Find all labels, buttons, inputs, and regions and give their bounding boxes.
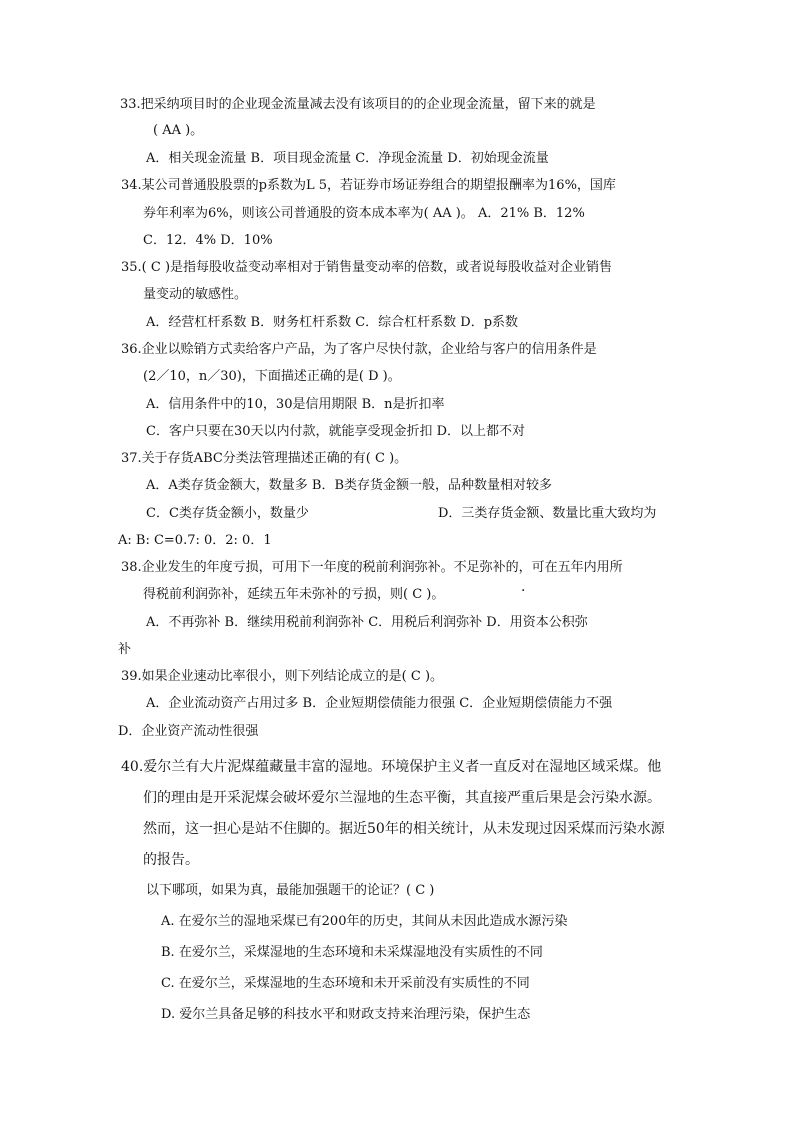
q38-wrap: 补	[118, 642, 132, 657]
q40-line-3: 然而，这一担心是站不住脚的。据近50年的相关统计，从未发现过因采煤而污染水源	[143, 821, 665, 837]
q40-option-c: C. 在爱尔兰，采煤湿地的生态环境和未开采前没有实质性的不同	[161, 976, 530, 991]
q40-option-b: B. 在爱尔兰，采煤湿地的生态环境和未采煤湿地没有实质性的不同	[161, 945, 543, 960]
stray-dot-mark: ·	[521, 583, 526, 599]
q40-option-d: D. 爱尔兰具备足够的科技水平和财政支持来治理污染，保护生态	[161, 1007, 531, 1022]
q40-line-2: 们的理由是开采泥煤会破坏爱尔兰湿地的生态平衡，其直接严重后果是会污染水源。	[143, 790, 661, 806]
q37-option-c: C．C类存货金额小，数量少	[146, 506, 309, 521]
q37-options-ab: A．A类存货金额大，数量多 B．B类存货金额一般，品种数量相对较多	[146, 478, 553, 493]
q37-option-d: D．三类存货金额、数量比重大致均为	[438, 506, 657, 521]
q36-options-ab: A．信用条件中的10，30是信用期限 B．n是折扣率	[146, 397, 445, 412]
q39-line-1: 39.如果企业速动比率很小，则下列结论成立的是( C )。	[121, 669, 444, 684]
q37-ratio: A: B: C=0.7: 0．2: 0．1	[118, 533, 272, 548]
q38-options: A．不再弥补 B．继续用税前利润弥补 C．用税后利润弥补 D．用资本公积弥	[146, 615, 588, 630]
q40-option-a: A. 在爱尔兰的湿地采煤已有200年的历史，其间从未因此造成水源污染	[161, 914, 568, 929]
q33-answer: ( AA )。	[153, 123, 204, 138]
q38-line-2: 得税前利润弥补，延续五年未弥补的亏损，则( C )。	[143, 587, 445, 602]
q40-prompt: 以下哪项，如果为真，最能加强题干的论证？( C )	[146, 883, 435, 898]
q40-line-4: 的报告。	[143, 852, 199, 868]
q35-options: A．经营杠杆系数 B．财务杠杆系数 C．综合杠杆系数 D．p系数	[146, 315, 519, 330]
q36-line-1: 36.企业以赊销方式卖给客户产品，为了客户尽快付款，企业给与客户的信用条件是	[121, 342, 597, 357]
q40-line-1: 40.爱尔兰有大片泥煤蕴藏量丰富的湿地。环境保护主义者一直反对在湿地区域采煤。他	[121, 759, 662, 775]
q36-options-cd: C．客户只要在30天以内付款，就能享受现金折扣 D．以上都不对	[146, 424, 526, 439]
q35-line-1: 35.( C )是指每股收益变动率相对于销售量变动率的倍数，或者说每股收益对企业销售	[121, 260, 613, 275]
q35-line-2: 量变动的敏感性。	[143, 287, 248, 302]
q36-line-2: (2／10，n／30)，下面描述正确的是( D )。	[143, 369, 401, 384]
q39-wrap: D．企业资产流动性很强	[118, 724, 259, 739]
q34-line-1: 34.某公司普通股股票的p系数为L 5，若证券市场证券组合的期望报酬率为16%，国库	[121, 178, 616, 193]
q34-line-3: C．12．4% D．10%	[143, 233, 273, 248]
q38-line-1: 38.企业发生的年度亏损，可用下一年度的税前利润弥补。不足弥补的，可在五年内用所	[121, 560, 623, 575]
q39-options: A．企业流动资产占用过多 B．企业短期偿债能力很强 C．企业短期偿债能力不强	[146, 696, 613, 711]
q33-stem: 33.把采纳项目时的企业现金流量减去没有该项目的的企业现金流量，留下来的就是	[120, 97, 596, 112]
q33-options: A．相关现金流量 B．项目现金流量 C．净现金流量 D．初始现金流量	[146, 151, 549, 166]
q34-line-2: 券年利率为6%，则该公司普通股的资本成本率为( AA )。 A．21% B．12%	[143, 206, 585, 221]
q37-line-1: 37.关于存货ABC分类法管理描述正确的有( C )。	[121, 451, 408, 466]
